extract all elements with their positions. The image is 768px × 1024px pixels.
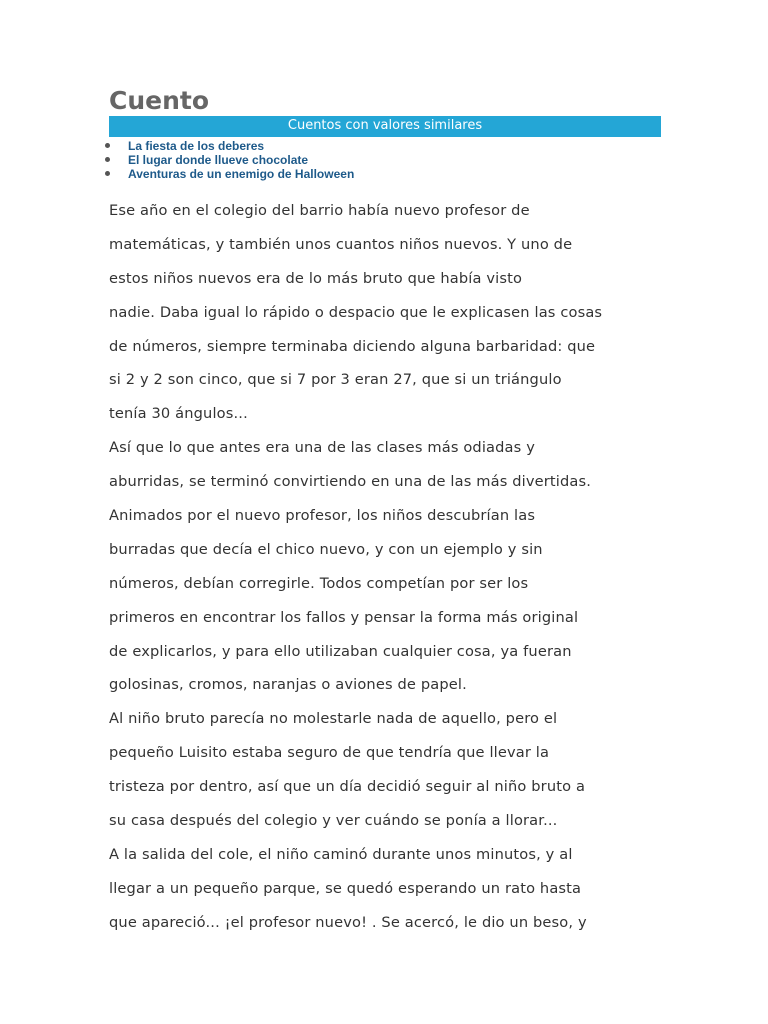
story-line: tristeza por dentro, así que un día decidió seguir al niño bruto a bbox=[109, 778, 586, 796]
story-line: Animados por el nuevo profesor, los niños descubrían las bbox=[109, 507, 536, 525]
story-line: su casa después del colegio y ver cuándo se ponía a llorar... bbox=[109, 812, 558, 830]
story-line: aburridas, se terminó convirtiendo en una de las más divertidas. bbox=[109, 473, 592, 491]
story-line: Al niño bruto parecía no molestarle nada de aquello, pero el bbox=[109, 710, 558, 728]
story-line: primeros en encontrar los fallos y pensar la forma más original bbox=[109, 608, 579, 626]
story-line: estos niños nuevos era de lo más bruto que había visto bbox=[109, 269, 523, 287]
story-line: pequeño Luisito estaba seguro de que tendría que llevar la bbox=[109, 744, 550, 762]
story-line: Así que lo que antes era una de las clases más odiadas y bbox=[109, 439, 535, 457]
document-page bbox=[109, 84, 661, 940]
story-line: burradas que decía el chico nuevo, y con un ejemplo y sin bbox=[109, 540, 543, 558]
related-story-link-1[interactable]: La fiesta de los deberes bbox=[128, 139, 265, 153]
list-item bbox=[109, 167, 661, 181]
story-line: si 2 y 2 son cinco, que si 7 por 3 eran 27, que si un triángulo bbox=[109, 371, 562, 389]
story-line: que apareció... ¡el profesor nuevo! . Se acercó, le dio un beso, y bbox=[109, 913, 587, 931]
story-line: tenía 30 ángulos... bbox=[109, 405, 248, 423]
story-line: de números, siempre terminaba diciendo alguna barbaridad: que bbox=[109, 337, 596, 355]
related-stories-list bbox=[109, 139, 661, 181]
story-line: matemáticas, y también unos cuantos niños nuevos. Y uno de bbox=[109, 235, 573, 253]
list-item bbox=[109, 153, 661, 167]
story-line: A la salida del cole, el niño caminó durante unos minutos, y al bbox=[109, 845, 573, 863]
bullet-icon bbox=[105, 157, 110, 162]
bullet-icon bbox=[105, 143, 110, 148]
bullet-icon bbox=[105, 171, 110, 176]
related-stories-header: Cuentos con valores similares bbox=[109, 116, 661, 137]
page-title: Cuento bbox=[109, 86, 210, 115]
related-story-link-3[interactable]: Aventuras de un enemigo de Halloween bbox=[128, 167, 355, 181]
story-line: nadie. Daba igual lo rápido o despacio que le explicasen las cosas bbox=[109, 303, 603, 321]
story-line: números, debían corregirle. Todos competían por ser los bbox=[109, 574, 529, 592]
story-line: Ese año en el colegio del barrio había nuevo profesor de bbox=[109, 202, 530, 219]
story-line: llegar a un pequeño parque, se quedó esperando un rato hasta bbox=[109, 879, 582, 897]
story-body bbox=[109, 194, 661, 940]
story-line: golosinas, cromos, naranjas o aviones de papel. bbox=[109, 676, 467, 694]
story-line: de explicarlos, y para ello utilizaban cualquier cosa, ya fueran bbox=[109, 642, 572, 660]
related-story-link-2[interactable]: El lugar donde llueve chocolate bbox=[128, 153, 309, 167]
list-item bbox=[109, 139, 661, 153]
